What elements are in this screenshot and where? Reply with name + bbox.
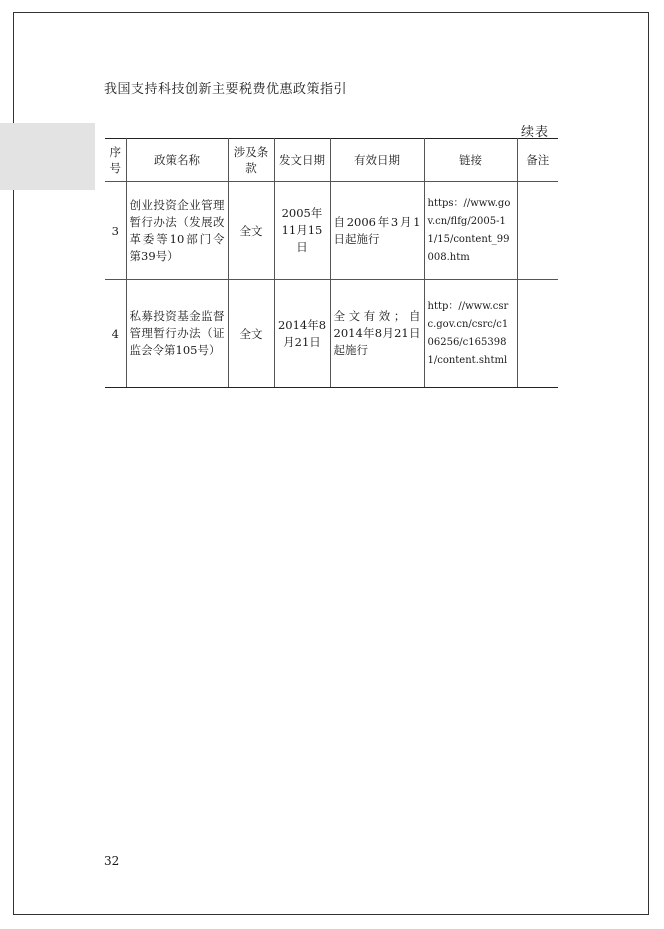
header-date: 发文日期 xyxy=(274,139,330,182)
header-num: 序号 xyxy=(105,139,126,182)
page-number: 32 xyxy=(104,854,120,868)
cell-note xyxy=(517,280,558,388)
cell-issue-date: 2005年11月15日 xyxy=(274,182,330,280)
side-tab xyxy=(0,123,95,190)
header-note: 备注 xyxy=(517,139,558,182)
table-header-row xyxy=(105,139,558,182)
cell-effective-date: 全文有效；自2014年8月21日起施行 xyxy=(330,280,424,388)
policy-table xyxy=(105,138,558,388)
cell-scope: 全文 xyxy=(228,280,274,388)
table-row xyxy=(105,182,558,280)
header-link: 链接 xyxy=(424,139,517,182)
running-header: 我国支持科技创新主要税费优惠政策指引 xyxy=(104,82,348,97)
cell-policy-name: 创业投资企业管理暂行办法（发展改革委等10部门令第39号） xyxy=(126,182,228,280)
header-name: 政策名称 xyxy=(126,139,228,182)
header-scope: 涉及条款 xyxy=(228,139,274,182)
cell-scope: 全文 xyxy=(228,182,274,280)
table-continued-label: 续表 xyxy=(521,125,550,140)
table-row xyxy=(105,280,558,388)
cell-issue-date: 2014年8月21日 xyxy=(274,280,330,388)
header-effective: 有效日期 xyxy=(330,139,424,182)
cell-note xyxy=(517,182,558,280)
cell-num: 4 xyxy=(105,280,126,388)
cell-link[interactable]: http：//www.csrc.gov.cn/csrc/c106256/c1653981/content.shtml xyxy=(424,280,517,388)
cell-effective-date: 自2006年3月1日起施行 xyxy=(330,182,424,280)
cell-num: 3 xyxy=(105,182,126,280)
cell-link[interactable]: https：//www.gov.cn/flfg/2005-11/15/content_99008.htm xyxy=(424,182,517,280)
cell-policy-name: 私募投资基金监督管理暂行办法（证监会令第105号） xyxy=(126,280,228,388)
